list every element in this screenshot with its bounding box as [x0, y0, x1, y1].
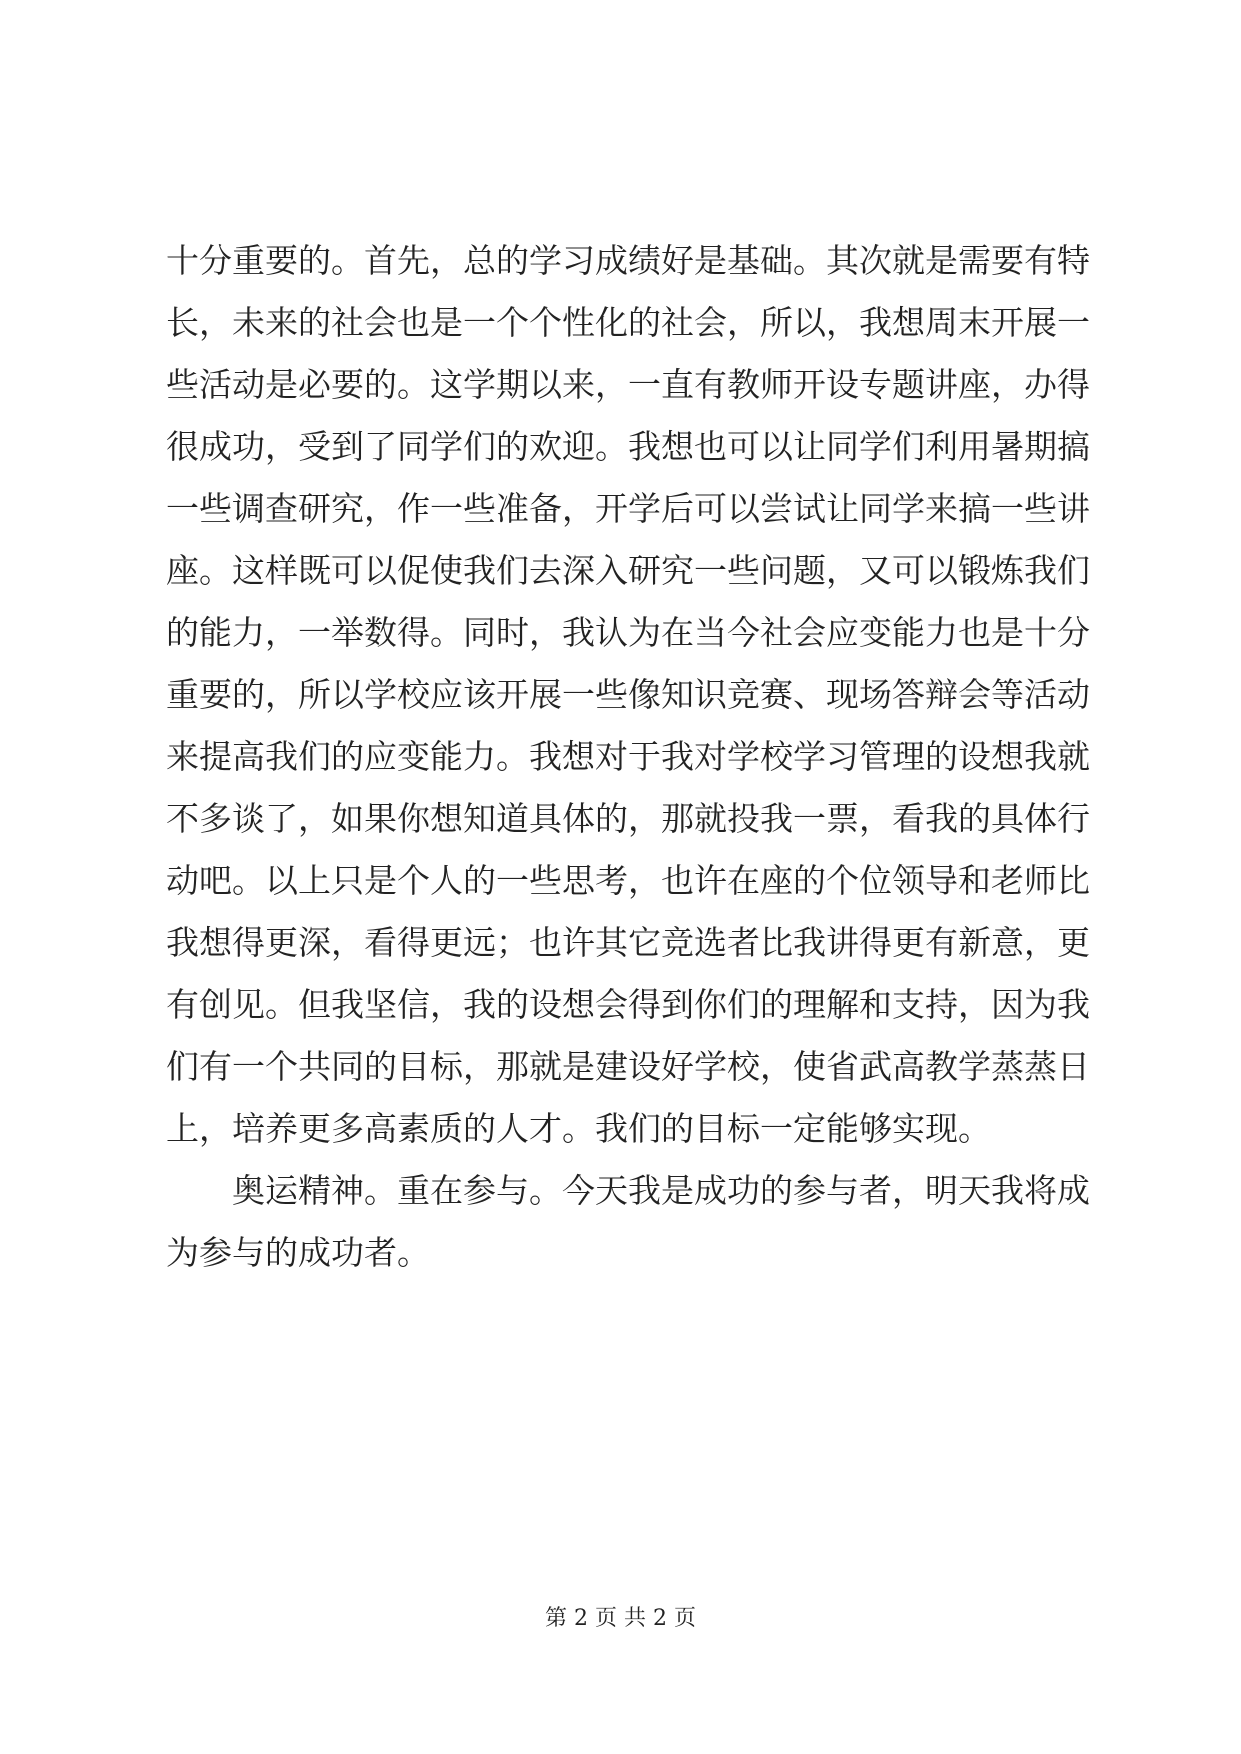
text-line: 一些调查研究，作一些准备，开学后可以尝试让同学来搞一些讲	[166, 489, 1090, 528]
text-line: 很成功，受到了同学们的欢迎。我想也可以让同学们利用暑期搞	[166, 427, 1090, 466]
text-line: 们有一个共同的目标，那就是建设好学校，使省武高教学蒸蒸日	[166, 1047, 1090, 1086]
text-line: 十分重要的。首先，总的学习成绩好是基础。其次就是需要有特	[166, 241, 1090, 280]
page-number-footer: 第 2 页 共 2 页	[545, 1606, 696, 1631]
paragraph-2	[166, 1160, 1090, 1284]
text-line: 我想得更深，看得更远；也许其它竞选者比我讲得更有新意，更	[166, 923, 1090, 962]
text-line: 长，未来的社会也是一个个性化的社会，所以，我想周末开展一	[166, 303, 1090, 342]
text-line: 些活动是必要的。这学期以来，一直有教师开设专题讲座，办得	[166, 365, 1090, 404]
text-line: 来提高我们的应变能力。我想对于我对学校学习管理的设想我就	[166, 737, 1090, 776]
text-line: 重要的，所以学校应该开展一些像知识竞赛、现场答辩会等活动	[166, 675, 1090, 714]
text-line: 上，培养更多高素质的人才。我们的目标一定能够实现。	[166, 1109, 991, 1148]
text-line: 座。这样既可以促使我们去深入研究一些问题，又可以锻炼我们	[166, 551, 1090, 590]
text-line: 不多谈了，如果你想知道具体的，那就投我一票，看我的具体行	[166, 799, 1090, 838]
text-line: 为参与的成功者。	[166, 1233, 430, 1272]
text-line: 动吧。以上只是个人的一些思考，也许在座的个位领导和老师比	[166, 861, 1090, 900]
text-line: 的能力，一举数得。同时，我认为在当今社会应变能力也是十分	[166, 613, 1090, 652]
text-line: 奥运精神。重在参与。今天我是成功的参与者，明天我将成	[232, 1171, 1090, 1210]
document-body	[166, 230, 1090, 1284]
text-line: 有创见。但我坚信，我的设想会得到你们的理解和支持，因为我	[166, 985, 1090, 1024]
paragraph-1	[166, 230, 1090, 1160]
